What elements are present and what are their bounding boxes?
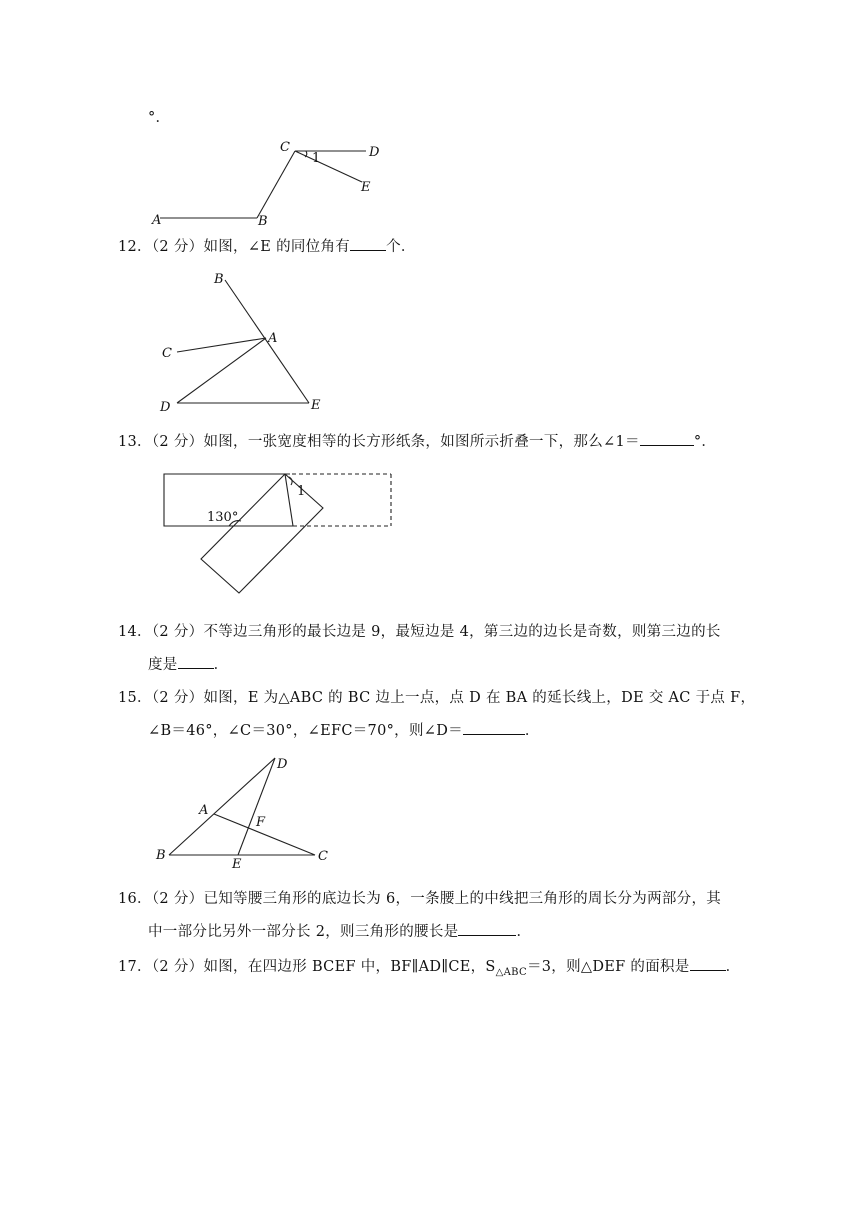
figure-q12 <box>150 265 340 415</box>
figure-q13 <box>155 465 400 600</box>
segment-be <box>225 280 309 403</box>
question-14-line-1: 14．（2 分）不等边三角形的最长边是 9，最短边是 4，第三边的边长是奇数，则第三边的长 <box>118 624 721 640</box>
angle-1-arc <box>305 151 307 157</box>
label-angle-1: 1 <box>297 484 306 499</box>
label-d: D <box>277 757 288 772</box>
answer-blank-17[interactable] <box>690 956 726 971</box>
segment-ce <box>295 151 362 182</box>
label-d: D <box>160 400 171 415</box>
segment-bd <box>169 758 275 855</box>
area-subscript: △ABC <box>495 966 527 978</box>
segment-bc <box>257 151 295 218</box>
label-angle-1: 1 <box>312 151 321 166</box>
answer-blank-15[interactable] <box>463 720 525 735</box>
question-15-line-1: 15．（2 分）如图，E 为△ABC 的 BC 边上一点，点 D 在 BA 的延长线上，DE 交 AC 于点 F， <box>118 690 756 706</box>
answer-blank-14[interactable] <box>178 654 214 669</box>
figure-q15 <box>150 752 340 872</box>
figure-q11 <box>140 135 400 230</box>
label-e: E <box>311 398 321 413</box>
label-c: C <box>318 849 328 864</box>
label-a: A <box>268 331 278 346</box>
question-13: 13．（2 分）如图，一张宽度相等的长方形纸条，如图所示折叠一下，那么∠1＝ °． <box>118 431 716 452</box>
label-e: E <box>361 180 371 195</box>
segment-da <box>177 338 266 403</box>
label-c: C <box>280 140 290 155</box>
q11-tail: °． <box>148 110 171 126</box>
segment-ca <box>177 338 266 352</box>
answer-blank-13[interactable] <box>640 431 694 446</box>
answer-blank-16[interactable] <box>458 921 516 936</box>
question-17: 17．（2 分）如图，在四边形 BCEF 中，BF∥AD∥CE，$S_{\triangle ABC}=3$，则△DEF 的面积是 ． <box>118 956 740 983</box>
answer-blank-12[interactable] <box>350 236 386 251</box>
question-14-line-2: 度是 ． <box>148 654 228 675</box>
label-b: B <box>156 848 166 863</box>
question-16-line-2: 中一部分比另外一部分长 2，则三角形的腰长是 ． <box>148 921 531 942</box>
label-angle-130: 130° <box>207 510 239 525</box>
label-b: B <box>214 272 224 287</box>
label-a: A <box>199 803 209 818</box>
segment-de <box>238 758 275 855</box>
question-12: 12．（2 分）如图，∠E 的同位角有 个． <box>118 236 416 257</box>
label-f: F <box>256 815 266 830</box>
question-16-line-1: 16．（2 分）已知等腰三角形的底边长为 6，一条腰上的中线把三角形的周长分为两部分，其 <box>118 891 722 907</box>
question-15-line-2: ∠B＝46°，∠C＝30°，∠EFC＝70°，则∠D＝ ． <box>148 720 540 741</box>
label-c: C <box>162 346 172 361</box>
label-b: B <box>258 214 268 229</box>
label-a: A <box>152 213 162 228</box>
label-e: E <box>232 857 242 872</box>
label-d: D <box>369 145 380 160</box>
